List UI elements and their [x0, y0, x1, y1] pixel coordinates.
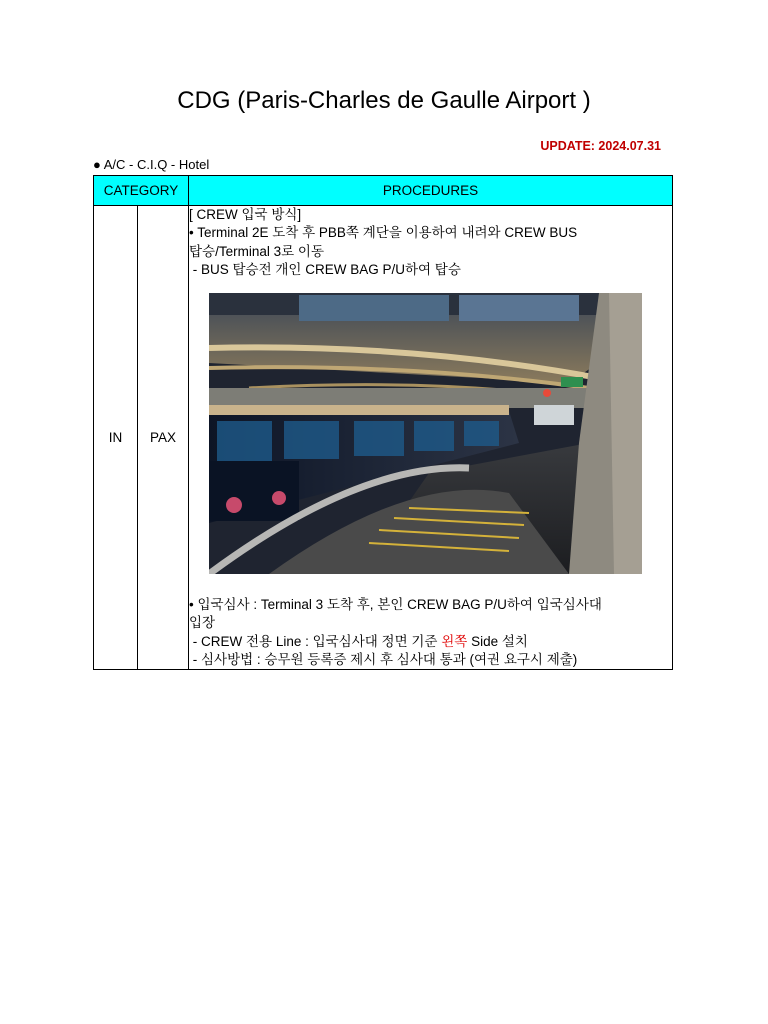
update-date: UPDATE: 2024.07.31	[540, 139, 661, 153]
procedures-table	[93, 175, 673, 670]
header-procedures: PROCEDURES	[189, 176, 673, 206]
cell-direction: IN	[94, 206, 138, 670]
section-label: ● A/C - C.I.Q - Hotel	[93, 157, 210, 172]
page-title: CDG (Paris-Charles de Gaulle Airport )	[177, 87, 591, 114]
immigration-line-3	[189, 633, 672, 651]
crew-entry-line-3: - BUS 탑승전 개인 CREW BAG P/U하여 탑승	[189, 261, 461, 277]
crew-entry-heading: [ CREW 입국 방식]	[189, 207, 302, 222]
crew-bus-photo	[209, 293, 642, 574]
crew-entry-line-1: • Terminal 2E 도착 후 PBB쪽 계단을 이용하여 내려와 CREW BUS	[189, 225, 578, 241]
table-row	[94, 206, 673, 670]
cell-type: PAX	[138, 206, 189, 670]
crew-entry-line-2: 탑승/Terminal 3로 이동	[189, 243, 324, 259]
header-category: CATEGORY	[94, 176, 189, 206]
crew-line-text: - CREW 전용 Line : 입국심사대 정면 기준	[189, 633, 442, 649]
cell-procedures	[189, 206, 673, 670]
table-header-row	[94, 176, 673, 206]
left-side-highlight: 왼쪽	[441, 633, 468, 649]
immigration-line-2: 입장	[189, 615, 216, 631]
immigration-line-4: - 심사방법 : 승무원 등록증 제시 후 심사대 통과 (여권 요구시 제출)	[189, 652, 578, 668]
crew-line-side: Side 설치	[467, 633, 528, 649]
bus-photo-wrap	[189, 279, 672, 596]
immigration-line-1: • 입국심사 : Terminal 3 도착 후, 본인 CREW BAG P/U하여 입국심사대	[189, 597, 602, 613]
